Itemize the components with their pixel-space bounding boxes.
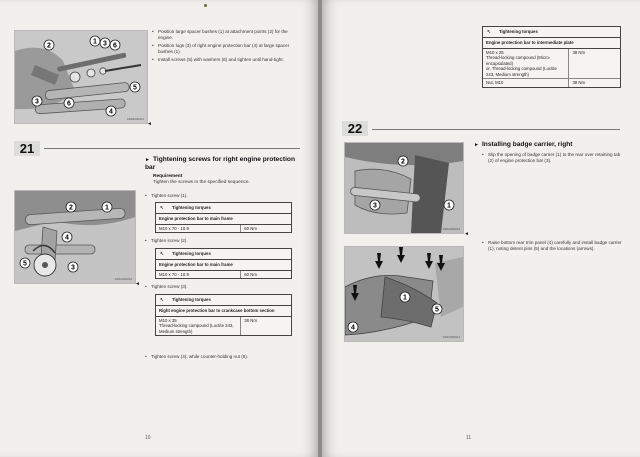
figure-arrow-mark: ◄ — [464, 231, 469, 237]
callout-3: 3 — [103, 40, 107, 48]
figure-trim-panel — [344, 246, 464, 342]
torque-header-text: Tightening torques — [172, 297, 211, 302]
figure-trim-panel-drawing — [345, 247, 463, 341]
figure-spacer-bushes-drawing — [15, 31, 147, 123]
callout-6: 6 — [113, 42, 117, 50]
torque-header-text: Tightening torques — [172, 205, 211, 210]
torque-spec: M10 x 35 Thread-locking compound (Loctite 243, Medium strength) — [156, 317, 241, 336]
instruction-item: • Tighten screw (3). — [145, 284, 295, 290]
figure-spacer-bushes — [14, 30, 148, 124]
figure-code: KE62040011 — [126, 117, 144, 121]
page-number: 11 — [466, 435, 472, 441]
figure-arrow-mark: ◄ — [135, 281, 140, 287]
callout-5: 5 — [133, 84, 137, 92]
instruction-item: • Slip the opening of badge carrier (1) to the rear over retaining tab (2) of engine protection bar (3). — [482, 152, 622, 164]
torque-value: 38 Nm — [572, 49, 586, 55]
torque-table-subheader: Engine protection bar to main frame — [156, 260, 291, 271]
step-title — [145, 156, 295, 172]
torque-spec: M10 x 70 - 10.9 — [156, 271, 241, 279]
paper-speck — [204, 4, 207, 7]
figure-code: KE62040013 — [442, 227, 460, 231]
requirement-label: Requirement — [153, 174, 183, 179]
torque-row — [156, 317, 291, 336]
callout-1: 1 — [105, 204, 109, 212]
torque-header-text: Tightening torques — [499, 29, 538, 34]
step-bullet-2 — [482, 240, 622, 254]
torque-table-header — [483, 27, 620, 38]
callout-4: 4 — [109, 108, 113, 116]
figure-tightening-screws — [14, 190, 136, 284]
torque-table-2 — [155, 248, 292, 279]
step-number-21: 21 — [14, 141, 40, 156]
step-item-1 — [145, 193, 295, 201]
figure1-bullets — [152, 29, 300, 65]
step-title — [474, 141, 624, 149]
torque-value: 60 Nm — [244, 225, 257, 231]
callout-4: 4 — [351, 324, 355, 332]
requirement-text: Tighten the screws in the specified sequence. — [153, 180, 250, 185]
figure-badge-carrier — [344, 142, 464, 234]
callout-2: 2 — [69, 204, 73, 212]
wrench-icon: ↖ — [487, 29, 491, 34]
wrench-icon: ↖ — [160, 297, 164, 302]
step-item-4 — [145, 354, 295, 362]
callout-5: 5 — [23, 260, 27, 268]
torque-row — [483, 79, 620, 87]
callout-1: 1 — [93, 38, 97, 46]
torque-spec: M10 x 25 Thread-locking compound (Micro-encapsulated) or, Thread-locking compound (Loctite 243, Medium strength) — [483, 49, 569, 79]
heading-triangle-icon: ► — [145, 157, 150, 163]
callout-2: 2 — [47, 42, 51, 50]
torque-table-subheader: Engine protection bar to main frame — [156, 214, 291, 225]
instruction-item: • Tighten screw (1). — [145, 193, 295, 199]
figure-tightening-screws-drawing — [15, 191, 135, 283]
wrench-icon: ↖ — [160, 251, 164, 256]
torque-table-header — [156, 203, 291, 214]
left-page — [0, 0, 318, 457]
wrench-icon: ↖ — [160, 205, 164, 210]
heading-triangle-icon: ► — [474, 142, 479, 148]
callout-1: 1 — [447, 202, 451, 210]
torque-table-1 — [155, 202, 292, 233]
callout-5: 5 — [435, 306, 439, 314]
torque-value: 60 Nm — [244, 271, 257, 277]
torque-value: 38 Nm — [244, 317, 257, 323]
step-bullet-1 — [482, 152, 622, 166]
right-page — [322, 0, 640, 457]
callout-3b: 3 — [35, 98, 39, 106]
figure-code: KE62040014 — [442, 335, 460, 339]
torque-table-subheader: Engine protection bar to intermediate plate — [483, 38, 620, 49]
page-number: 10 — [145, 435, 151, 441]
torque-table-top — [482, 26, 621, 88]
callout-2: 2 — [401, 158, 405, 166]
torque-row — [483, 49, 620, 80]
step-rule — [372, 129, 620, 130]
step-title-text: Tightening screws for right engine protection bar — [145, 156, 295, 171]
callout-1: 1 — [403, 294, 407, 302]
step-item-2 — [145, 238, 295, 246]
requirement-block — [153, 174, 303, 186]
step-rule — [44, 148, 300, 149]
instruction-item: • Tighten screw (4), while counter-holding nut (5). — [145, 354, 295, 360]
step-number-22: 22 — [342, 121, 368, 136]
callout-6b: 6 — [67, 100, 71, 108]
torque-row — [156, 225, 291, 233]
callout-3: 3 — [71, 264, 75, 272]
step-item-3 — [145, 284, 295, 292]
figure-arrow-mark: ◄ — [147, 121, 152, 127]
torque-table-subheader: Right engine protection bar to crankcase bottom section — [156, 306, 291, 317]
figure-badge-carrier-drawing — [345, 143, 463, 233]
bullet-item: • Position large spacer bushes (1) at attachment points (2) for the engine. — [152, 29, 300, 41]
bullet-item: • Install screws (5) with washers (6) and tighten until hand-tight. — [152, 57, 300, 63]
instruction-item: • Tighten screw (2). — [145, 238, 295, 244]
torque-spec: M10 x 70 - 10.9 — [156, 225, 241, 233]
step-title-text: Installing badge carrier, right — [481, 141, 573, 148]
torque-table-header — [156, 295, 291, 306]
torque-table-header — [156, 249, 291, 260]
torque-value: 38 Nm — [572, 80, 586, 85]
callout-4: 4 — [65, 234, 69, 242]
figure-code: KE62040012 — [114, 277, 132, 281]
torque-spec: Nut, M10 — [483, 79, 569, 87]
torque-row — [156, 271, 291, 279]
bullet-item: • Position lugs (3) of right engine protection bar (4) at large spacer bushes (1). — [152, 43, 300, 55]
torque-header-text: Tightening torques — [172, 251, 211, 256]
instruction-item: • Raise bottom rear trim panel (4) carefully and install badge carrier (1), noting detent pins (5) and the locations (arrows). — [482, 240, 622, 252]
torque-table-3 — [155, 294, 292, 336]
callout-3: 3 — [373, 202, 377, 210]
